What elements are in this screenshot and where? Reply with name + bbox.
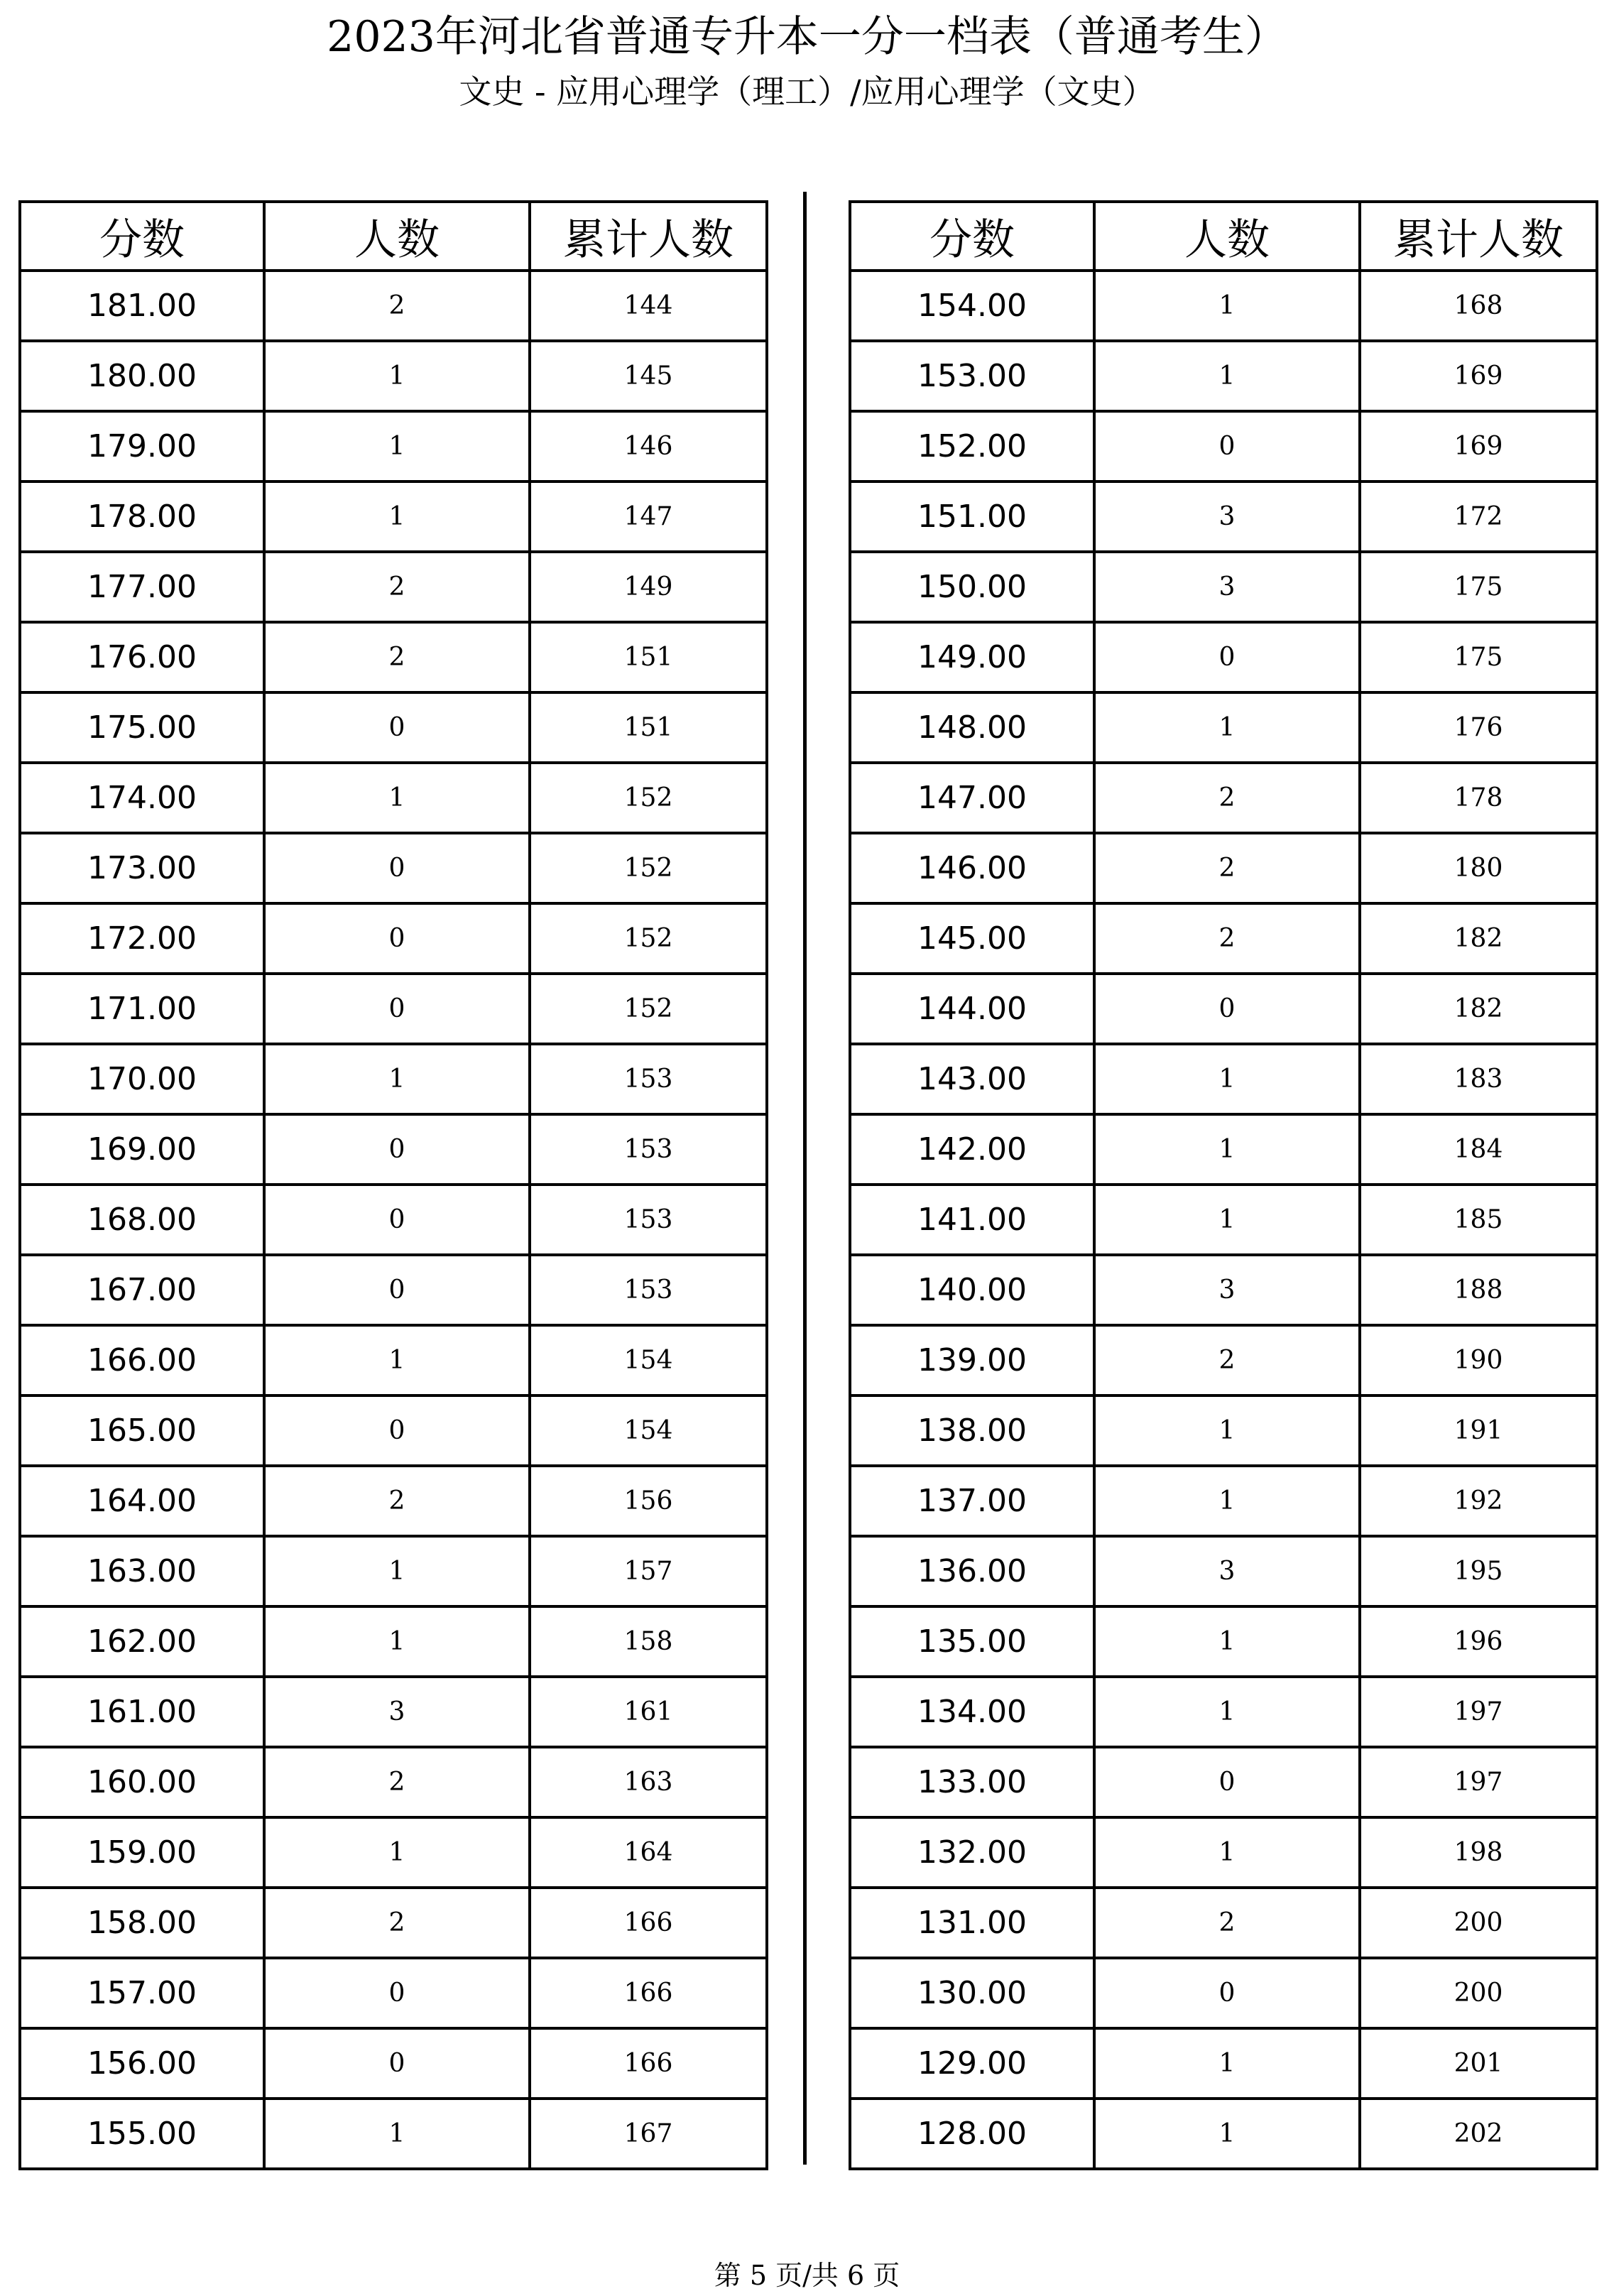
header-count: 人数 bbox=[1094, 202, 1360, 271]
count-cell: 2 bbox=[1094, 1325, 1360, 1395]
count-cell: 1 bbox=[1094, 1817, 1360, 1888]
score-cell: 143.00 bbox=[850, 1044, 1094, 1114]
table-row bbox=[850, 1888, 1597, 1958]
cumulative-cell: 152 bbox=[530, 763, 767, 833]
score-cell: 176.00 bbox=[20, 622, 264, 692]
table-body-right bbox=[850, 271, 1597, 2169]
cumulative-cell: 200 bbox=[1360, 1958, 1597, 2028]
cumulative-cell: 166 bbox=[530, 2028, 767, 2099]
score-cell: 148.00 bbox=[850, 692, 1094, 763]
score-cell: 175.00 bbox=[20, 692, 264, 763]
cumulative-cell: 147 bbox=[530, 481, 767, 552]
table-row bbox=[850, 1606, 1597, 1677]
cumulative-cell: 152 bbox=[530, 974, 767, 1044]
count-cell: 1 bbox=[1094, 1677, 1360, 1747]
score-cell: 155.00 bbox=[20, 2099, 264, 2169]
count-cell: 1 bbox=[264, 341, 530, 411]
score-cell: 160.00 bbox=[20, 1747, 264, 1817]
cumulative-cell: 196 bbox=[1360, 1606, 1597, 1677]
cumulative-cell: 175 bbox=[1360, 552, 1597, 622]
score-cell: 174.00 bbox=[20, 763, 264, 833]
score-cell: 159.00 bbox=[20, 1817, 264, 1888]
cumulative-cell: 176 bbox=[1360, 692, 1597, 763]
table-row bbox=[20, 1114, 767, 1185]
count-cell: 1 bbox=[1094, 271, 1360, 341]
count-cell: 0 bbox=[264, 2028, 530, 2099]
cumulative-cell: 190 bbox=[1360, 1325, 1597, 1395]
count-cell: 1 bbox=[1094, 1044, 1360, 1114]
table-row bbox=[20, 341, 767, 411]
score-cell: 179.00 bbox=[20, 411, 264, 481]
table-row bbox=[850, 481, 1597, 552]
table-row bbox=[850, 903, 1597, 974]
header-score: 分数 bbox=[850, 202, 1094, 271]
table-row bbox=[20, 411, 767, 481]
page-subtitle: 文史 - 应用心理学（理工）/应用心理学（文史） bbox=[459, 72, 1155, 111]
cumulative-cell: 154 bbox=[530, 1325, 767, 1395]
table-row bbox=[20, 1044, 767, 1114]
count-cell: 1 bbox=[264, 1536, 530, 1606]
cumulative-cell: 182 bbox=[1360, 903, 1597, 974]
score-cell: 164.00 bbox=[20, 1466, 264, 1536]
score-cell: 145.00 bbox=[850, 903, 1094, 974]
count-cell: 1 bbox=[264, 411, 530, 481]
table-row bbox=[850, 1466, 1597, 1536]
cumulative-cell: 202 bbox=[1360, 2099, 1597, 2169]
table-row bbox=[20, 692, 767, 763]
table-row bbox=[850, 833, 1597, 903]
score-cell: 146.00 bbox=[850, 833, 1094, 903]
count-cell: 1 bbox=[1094, 1466, 1360, 1536]
cumulative-cell: 191 bbox=[1360, 1395, 1597, 1466]
cumulative-cell: 200 bbox=[1360, 1888, 1597, 1958]
count-cell: 1 bbox=[264, 1044, 530, 1114]
table-row bbox=[850, 1958, 1597, 2028]
table-row bbox=[850, 1044, 1597, 1114]
table-row bbox=[20, 903, 767, 974]
table-row bbox=[20, 271, 767, 341]
cumulative-cell: 168 bbox=[1360, 271, 1597, 341]
score-cell: 144.00 bbox=[850, 974, 1094, 1044]
table-row bbox=[850, 2028, 1597, 2099]
score-cell: 165.00 bbox=[20, 1395, 264, 1466]
table-row bbox=[20, 2099, 767, 2169]
score-cell: 181.00 bbox=[20, 271, 264, 341]
table-row bbox=[850, 341, 1597, 411]
table-row bbox=[850, 1536, 1597, 1606]
score-cell: 152.00 bbox=[850, 411, 1094, 481]
cumulative-cell: 180 bbox=[1360, 833, 1597, 903]
table-header-row bbox=[20, 202, 767, 271]
cumulative-cell: 153 bbox=[530, 1185, 767, 1255]
count-cell: 1 bbox=[264, 1325, 530, 1395]
score-cell: 139.00 bbox=[850, 1325, 1094, 1395]
count-cell: 1 bbox=[1094, 1606, 1360, 1677]
table-row bbox=[850, 1114, 1597, 1185]
score-cell: 180.00 bbox=[20, 341, 264, 411]
header-cumulative: 累计人数 bbox=[1360, 202, 1597, 271]
count-cell: 0 bbox=[264, 974, 530, 1044]
cumulative-cell: 164 bbox=[530, 1817, 767, 1888]
score-cell: 171.00 bbox=[20, 974, 264, 1044]
table-row bbox=[20, 1677, 767, 1747]
table-row bbox=[20, 1747, 767, 1817]
cumulative-cell: 197 bbox=[1360, 1677, 1597, 1747]
cumulative-cell: 156 bbox=[530, 1466, 767, 1536]
cumulative-cell: 163 bbox=[530, 1747, 767, 1817]
count-cell: 1 bbox=[1094, 1185, 1360, 1255]
cumulative-cell: 146 bbox=[530, 411, 767, 481]
count-cell: 0 bbox=[264, 1958, 530, 2028]
table-row bbox=[850, 552, 1597, 622]
cumulative-cell: 158 bbox=[530, 1606, 767, 1677]
count-cell: 3 bbox=[1094, 481, 1360, 552]
score-cell: 163.00 bbox=[20, 1536, 264, 1606]
cumulative-cell: 144 bbox=[530, 271, 767, 341]
count-cell: 3 bbox=[1094, 1255, 1360, 1325]
column-divider bbox=[803, 192, 807, 2165]
score-cell: 178.00 bbox=[20, 481, 264, 552]
score-cell: 157.00 bbox=[20, 1958, 264, 2028]
table-row bbox=[20, 2028, 767, 2099]
count-cell: 2 bbox=[264, 1466, 530, 1536]
cumulative-cell: 145 bbox=[530, 341, 767, 411]
count-cell: 1 bbox=[264, 1817, 530, 1888]
count-cell: 1 bbox=[1094, 692, 1360, 763]
cumulative-cell: 157 bbox=[530, 1536, 767, 1606]
score-cell: 137.00 bbox=[850, 1466, 1094, 1536]
table-row bbox=[850, 411, 1597, 481]
cumulative-cell: 151 bbox=[530, 692, 767, 763]
score-cell: 172.00 bbox=[20, 903, 264, 974]
count-cell: 1 bbox=[1094, 1114, 1360, 1185]
count-cell: 1 bbox=[264, 763, 530, 833]
score-cell: 135.00 bbox=[850, 1606, 1094, 1677]
table-row bbox=[20, 1958, 767, 2028]
cumulative-cell: 154 bbox=[530, 1395, 767, 1466]
table-row bbox=[850, 1395, 1597, 1466]
score-cell: 173.00 bbox=[20, 833, 264, 903]
score-cell: 158.00 bbox=[20, 1888, 264, 1958]
count-cell: 2 bbox=[264, 622, 530, 692]
cumulative-cell: 201 bbox=[1360, 2028, 1597, 2099]
score-cell: 151.00 bbox=[850, 481, 1094, 552]
cumulative-cell: 169 bbox=[1360, 341, 1597, 411]
table-row bbox=[850, 1677, 1597, 1747]
score-cell: 156.00 bbox=[20, 2028, 264, 2099]
table-row bbox=[20, 1466, 767, 1536]
count-cell: 0 bbox=[1094, 1958, 1360, 2028]
cumulative-cell: 153 bbox=[530, 1114, 767, 1185]
cumulative-cell: 166 bbox=[530, 1958, 767, 2028]
page-title: 2023年河北省普通专升本一分一档表（普通考生） bbox=[327, 12, 1287, 62]
score-cell: 170.00 bbox=[20, 1044, 264, 1114]
score-table-left bbox=[18, 200, 768, 2170]
page-footer: 第 5 页/共 6 页 bbox=[714, 2260, 900, 2291]
table-row bbox=[20, 1395, 767, 1466]
table-row bbox=[850, 622, 1597, 692]
count-cell: 2 bbox=[264, 1747, 530, 1817]
cumulative-cell: 197 bbox=[1360, 1747, 1597, 1817]
cumulative-cell: 184 bbox=[1360, 1114, 1597, 1185]
cumulative-cell: 149 bbox=[530, 552, 767, 622]
count-cell: 2 bbox=[1094, 1888, 1360, 1958]
score-cell: 161.00 bbox=[20, 1677, 264, 1747]
cumulative-cell: 153 bbox=[530, 1255, 767, 1325]
count-cell: 2 bbox=[1094, 903, 1360, 974]
score-cell: 140.00 bbox=[850, 1255, 1094, 1325]
table-row bbox=[20, 622, 767, 692]
score-cell: 134.00 bbox=[850, 1677, 1094, 1747]
count-cell: 1 bbox=[264, 481, 530, 552]
header-cumulative: 累计人数 bbox=[530, 202, 767, 271]
score-cell: 132.00 bbox=[850, 1817, 1094, 1888]
cumulative-cell: 192 bbox=[1360, 1466, 1597, 1536]
count-cell: 0 bbox=[264, 1395, 530, 1466]
count-cell: 0 bbox=[264, 1255, 530, 1325]
table-row bbox=[20, 1888, 767, 1958]
score-cell: 150.00 bbox=[850, 552, 1094, 622]
cumulative-cell: 185 bbox=[1360, 1185, 1597, 1255]
table-row bbox=[850, 1747, 1597, 1817]
table-row bbox=[850, 1325, 1597, 1395]
score-cell: 131.00 bbox=[850, 1888, 1094, 1958]
score-cell: 149.00 bbox=[850, 622, 1094, 692]
count-cell: 0 bbox=[264, 903, 530, 974]
cumulative-cell: 167 bbox=[530, 2099, 767, 2169]
cumulative-cell: 161 bbox=[530, 1677, 767, 1747]
count-cell: 0 bbox=[1094, 622, 1360, 692]
count-cell: 0 bbox=[1094, 974, 1360, 1044]
table-row bbox=[20, 1606, 767, 1677]
score-cell: 141.00 bbox=[850, 1185, 1094, 1255]
cumulative-cell: 175 bbox=[1360, 622, 1597, 692]
cumulative-cell: 166 bbox=[530, 1888, 767, 1958]
cumulative-cell: 182 bbox=[1360, 974, 1597, 1044]
score-cell: 168.00 bbox=[20, 1185, 264, 1255]
cumulative-cell: 195 bbox=[1360, 1536, 1597, 1606]
count-cell: 0 bbox=[1094, 411, 1360, 481]
count-cell: 3 bbox=[1094, 552, 1360, 622]
count-cell: 2 bbox=[264, 271, 530, 341]
count-cell: 3 bbox=[1094, 1536, 1360, 1606]
score-cell: 153.00 bbox=[850, 341, 1094, 411]
count-cell: 1 bbox=[1094, 2099, 1360, 2169]
cumulative-cell: 188 bbox=[1360, 1255, 1597, 1325]
score-cell: 154.00 bbox=[850, 271, 1094, 341]
header-score: 分数 bbox=[20, 202, 264, 271]
cumulative-cell: 178 bbox=[1360, 763, 1597, 833]
table-row bbox=[850, 271, 1597, 341]
score-cell: 147.00 bbox=[850, 763, 1094, 833]
score-cell: 162.00 bbox=[20, 1606, 264, 1677]
table-row bbox=[20, 763, 767, 833]
cumulative-cell: 152 bbox=[530, 903, 767, 974]
count-cell: 0 bbox=[264, 692, 530, 763]
count-cell: 1 bbox=[1094, 341, 1360, 411]
count-cell: 0 bbox=[1094, 1747, 1360, 1817]
count-cell: 1 bbox=[1094, 2028, 1360, 2099]
score-cell: 167.00 bbox=[20, 1255, 264, 1325]
table-row bbox=[850, 1185, 1597, 1255]
table-header-row bbox=[850, 202, 1597, 271]
cumulative-cell: 151 bbox=[530, 622, 767, 692]
score-cell: 133.00 bbox=[850, 1747, 1094, 1817]
table-row bbox=[20, 1536, 767, 1606]
table-row bbox=[20, 974, 767, 1044]
count-cell: 2 bbox=[264, 552, 530, 622]
table-body-left bbox=[20, 271, 767, 2169]
table-row bbox=[20, 833, 767, 903]
cumulative-cell: 169 bbox=[1360, 411, 1597, 481]
table-row bbox=[20, 1185, 767, 1255]
table-row bbox=[850, 2099, 1597, 2169]
count-cell: 3 bbox=[264, 1677, 530, 1747]
score-cell: 130.00 bbox=[850, 1958, 1094, 2028]
score-cell: 142.00 bbox=[850, 1114, 1094, 1185]
cumulative-cell: 153 bbox=[530, 1044, 767, 1114]
table-row bbox=[850, 974, 1597, 1044]
table-row bbox=[850, 1255, 1597, 1325]
table-row bbox=[20, 1817, 767, 1888]
cumulative-cell: 152 bbox=[530, 833, 767, 903]
score-cell: 169.00 bbox=[20, 1114, 264, 1185]
count-cell: 0 bbox=[264, 833, 530, 903]
table-row bbox=[850, 763, 1597, 833]
table-row bbox=[20, 1255, 767, 1325]
table-row bbox=[20, 1325, 767, 1395]
score-cell: 136.00 bbox=[850, 1536, 1094, 1606]
score-cell: 129.00 bbox=[850, 2028, 1094, 2099]
table-row bbox=[20, 552, 767, 622]
table-row bbox=[850, 1817, 1597, 1888]
count-cell: 0 bbox=[264, 1185, 530, 1255]
count-cell: 1 bbox=[264, 1606, 530, 1677]
score-cell: 166.00 bbox=[20, 1325, 264, 1395]
header-count: 人数 bbox=[264, 202, 530, 271]
table-row bbox=[20, 481, 767, 552]
cumulative-cell: 198 bbox=[1360, 1817, 1597, 1888]
count-cell: 2 bbox=[264, 1888, 530, 1958]
score-cell: 177.00 bbox=[20, 552, 264, 622]
count-cell: 2 bbox=[1094, 833, 1360, 903]
count-cell: 1 bbox=[264, 2099, 530, 2169]
table-row bbox=[850, 692, 1597, 763]
score-cell: 138.00 bbox=[850, 1395, 1094, 1466]
cumulative-cell: 183 bbox=[1360, 1044, 1597, 1114]
count-cell: 1 bbox=[1094, 1395, 1360, 1466]
score-cell: 128.00 bbox=[850, 2099, 1094, 2169]
score-table-right bbox=[849, 200, 1598, 2170]
count-cell: 2 bbox=[1094, 763, 1360, 833]
cumulative-cell: 172 bbox=[1360, 481, 1597, 552]
count-cell: 0 bbox=[264, 1114, 530, 1185]
